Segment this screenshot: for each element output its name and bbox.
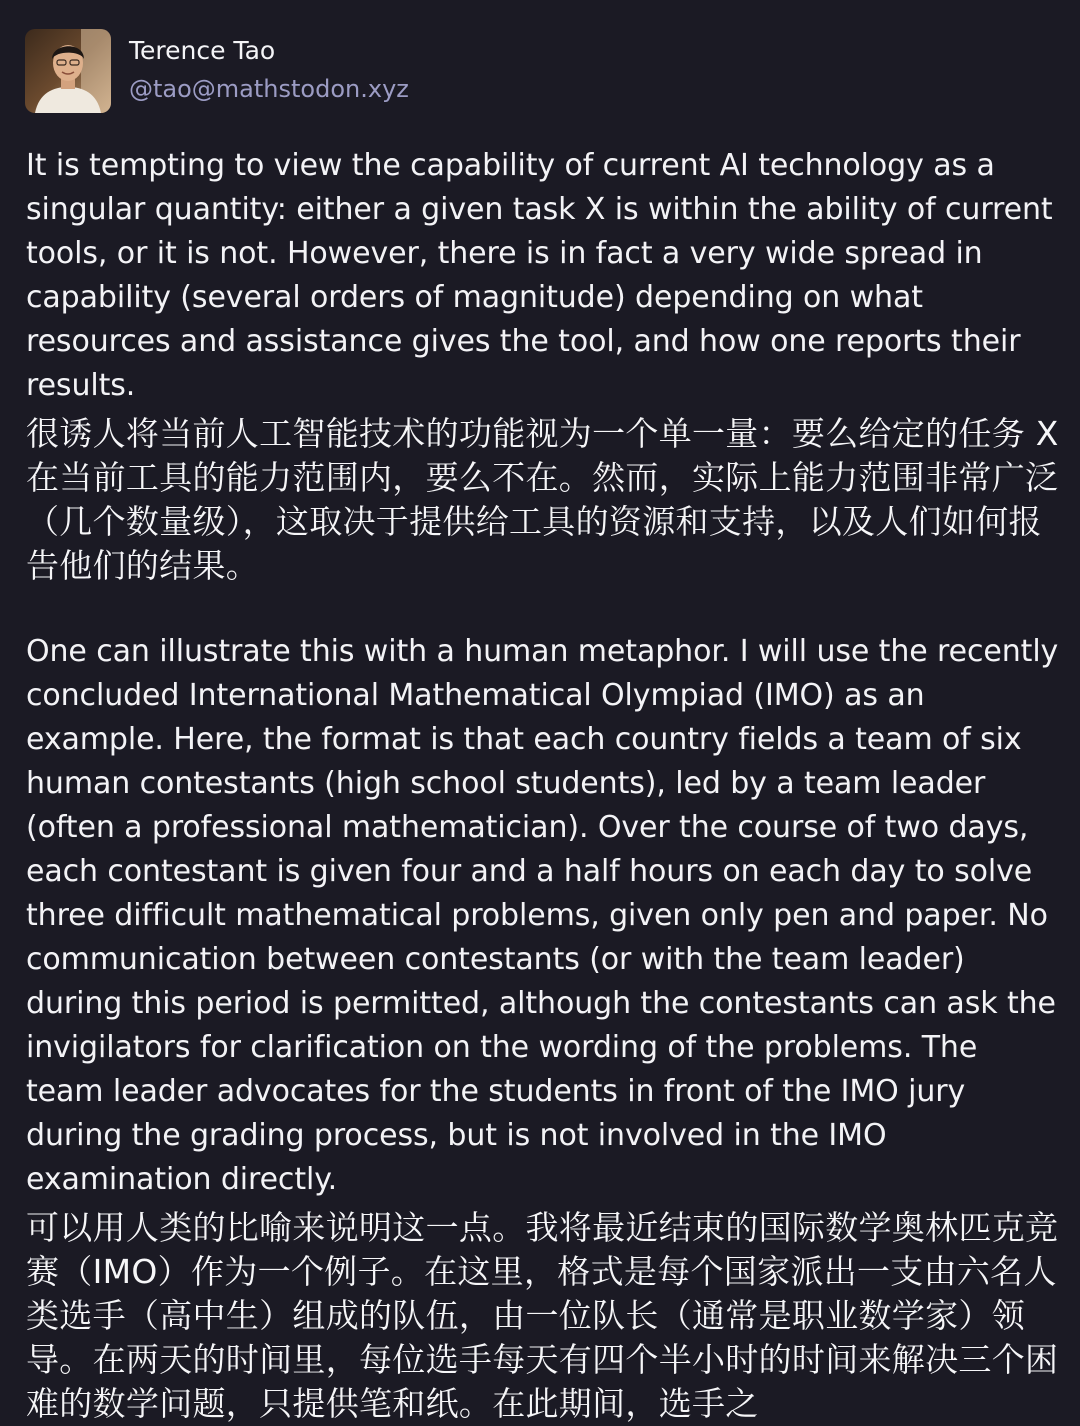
paragraph-chinese: 可以用人类的比喻来说明这一点。我将最近结束的国际数学奥林匹克竞赛（IMO）作为一个例子。在这里，格式是每个国家派出一支由六名人类选手（高中生）组成的队伍，由一位队长（通常是职业数学家）领导。在两天的时间里，每位选手每天有四个半小时的时间来解决三个困难的数学问题，只提供笔和纸。在此期间，选手之 bbox=[26, 1208, 1059, 1423]
post-header bbox=[25, 29, 409, 113]
post-content bbox=[26, 144, 1062, 1426]
profile-photo-icon bbox=[25, 29, 111, 113]
author-display-name[interactable]: Terence Tao bbox=[129, 36, 276, 65]
paragraph-spacer bbox=[26, 588, 1062, 630]
paragraph-english: One can illustrate this with a human metaphor. I will use the recently concluded International Mathematical Olympiad (IMO) as an example. Here, the format is that each country fields a team of six human contestants (high school students), led by a team leader (often a professional mathematician). Over the course of two days, each contestant is given four and a half hours on each day to solve three difficult mathematical problems, given only pen and paper. No communication between contestants (or with the team leader) during this period is permitted, although the contestants can ask the invigilators for clarification on the wording of the problems. The team leader advocates for the students in front of the IMO jury during the grading process, but is not involved in the IMO examination directly. bbox=[26, 634, 1059, 1197]
paragraph-chinese: 很诱人将当前人工智能技术的功能视为一个单一量：要么给定的任务 X 在当前工具的能力范围内，要么不在。然而，实际上能力范围非常广泛（几个数量级），这取决于提供给工具的资源和支持，以及人们如何报告他们的结果。 bbox=[26, 414, 1059, 585]
author-handle[interactable]: @tao@mathstodon.xyz bbox=[129, 75, 409, 103]
avatar[interactable] bbox=[25, 29, 111, 113]
paragraph-english: It is tempting to view the capability of current AI technology as a singular quantity: either a given task X is within the ability of current tools, or it is not. However, there is in fact a very wide spread in capability (several orders of magnitude) depending on what resources and assistance gives the tool, and how one reports their results. bbox=[26, 148, 1053, 403]
